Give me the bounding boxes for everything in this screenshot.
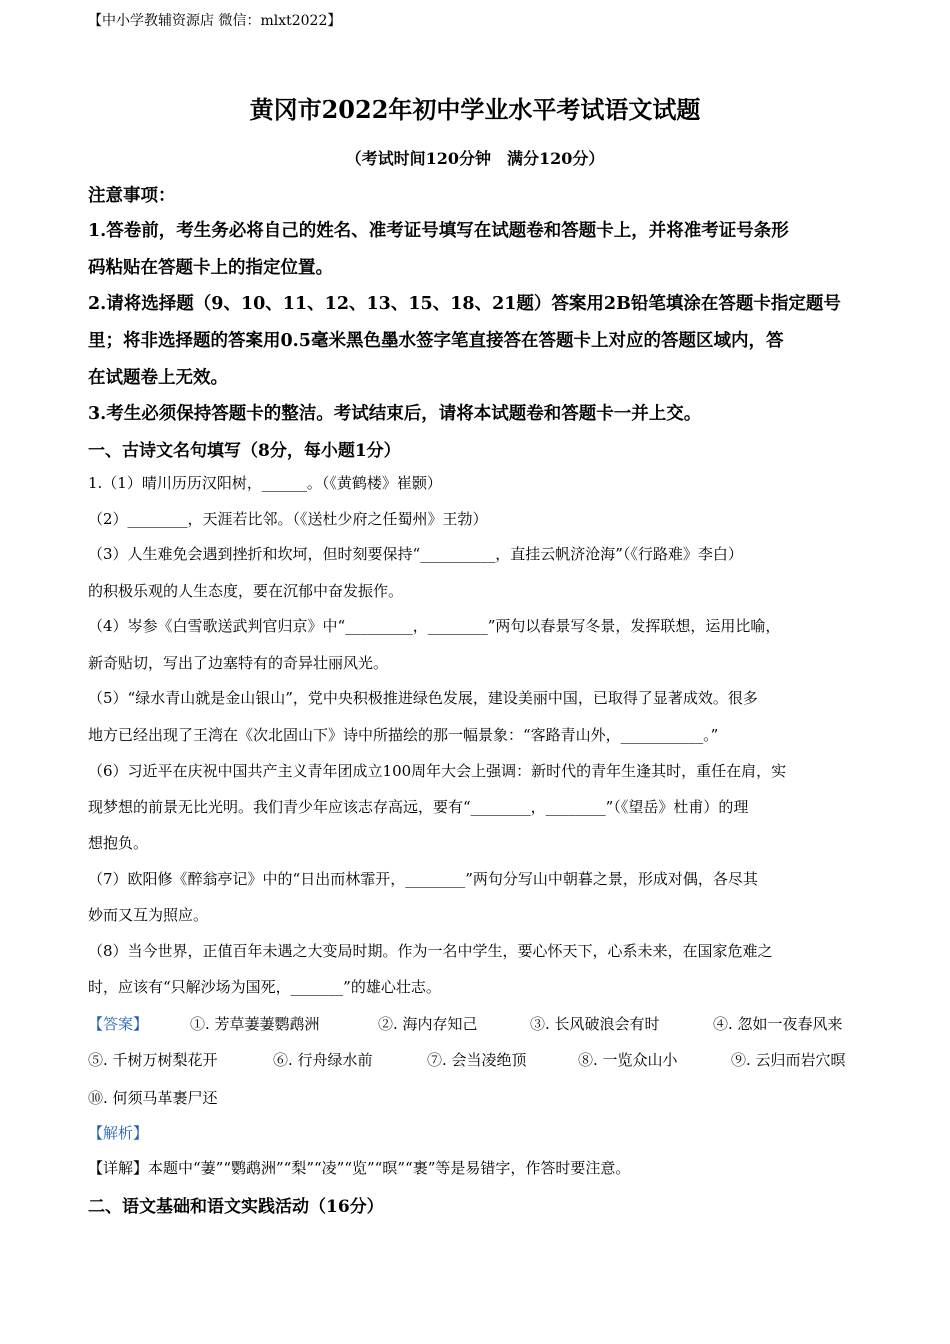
page-subtitle: （考试时间120分钟 满分120分） (345, 149, 605, 168)
answer-item: ⑥. 行舟绿水前 (273, 1051, 373, 1069)
answer-item: ⑩. 何须马革裹尸还 (88, 1089, 218, 1107)
question-line: 现梦想的前景无比光明。我们青少年应该志存高远，要有“________，________”（《望岳》杜甫）的理 (88, 798, 749, 816)
question-line: （5）“绿水青山就是金山银山”，党中央积极推进绿色发展，建设美丽中国，已取得了显著成效。很多 (88, 689, 758, 707)
answer-item: ①. 芳草萋萋鹦鹉洲 (190, 1015, 320, 1033)
answer-item: ②. 海内存知己 (378, 1015, 478, 1033)
detail-line: 【详解】本题中“萋”“鹦鹉洲”“梨”“凌”“览”“暝”“裹”等是易错字，作答时要注意。 (88, 1159, 631, 1177)
section-heading: 一、古诗文名句填写（8分，每小题1分） (88, 441, 401, 461)
page-header: 【中小学教辅资源店 微信：mlxt2022】 (88, 13, 342, 29)
notice-line: 码粘贴在答题卡上的指定位置。 (88, 258, 333, 278)
question-line: 想抱负。 (88, 834, 149, 852)
answer-item: ③. 长风破浪会有时 (530, 1015, 660, 1033)
question-line: （8）当今世界，正值百年未遇之大变局时期。作为一名中学生，要心怀天下，心系未来，在国家危难之 (88, 942, 773, 960)
question-line: （4）岑参《白雪歌送武判官归京》中“_________，________”两句以春景写冬景，发挥联想，运用比喻， (88, 617, 781, 635)
notice-line: 3.考生必须保持答题卡的整洁。考试结束后，请将本试题卷和答题卡一并上交。 (88, 404, 702, 424)
question-line: （6）习近平在庆祝中国共产主义青年团成立100周年大会上强调：新时代的青年生逢其时，重任在肩，实 (88, 762, 787, 780)
notice-heading: 注意事项： (88, 186, 176, 206)
notice-line: 在试题卷上无效。 (88, 368, 228, 388)
question-line: 1.（1）晴川历历汉阳树，______。（《黄鹤楼》崔颢） (88, 474, 442, 492)
question-line: 的积极乐观的人生态度，要在沉郁中奋发振作。 (88, 582, 404, 600)
notice-line: 2.请将选择题（9、10、11、12、13、15、18、21题）答案用2B铅笔填涂在答题卡指定题号 (88, 294, 841, 314)
answer-item: ⑧. 一览众山小 (578, 1051, 678, 1069)
question-line: 妙而又互为照应。 (88, 906, 209, 924)
question-line: （2）________，天涯若比邻。（《送杜少府之任蜀州》王勃） (88, 510, 488, 528)
answer-tag: 【答案】 (88, 1015, 149, 1033)
section-heading: 二、语文基础和语文实践活动（16分） (88, 1197, 384, 1217)
question-line: 时，应该有“只解沙场为国死，_______”的雄心壮志。 (88, 978, 441, 996)
page-title: 黄冈市2022年初中学业水平考试语文试题 (249, 95, 701, 124)
question-line: 新奇贴切，写出了边塞特有的奇异壮丽风光。 (88, 654, 389, 672)
analysis-tag: 【解析】 (88, 1124, 149, 1142)
answer-item: ④. 忽如一夜春风来 (713, 1015, 843, 1033)
answer-item: ⑨. 云归而岩穴暝 (731, 1051, 846, 1069)
question-line: （7）欧阳修《醉翁亭记》中的“日出而林霏开，________”两句分写山中朝暮之景，形成对偶，各尽其 (88, 870, 758, 888)
question-line: 地方已经出现了王湾在《次北固山下》诗中所描绘的那一幅景象：“客路青山外，___________。” (88, 726, 719, 744)
question-line: （3）人生难免会遇到挫折和坎坷，但时刻要保持“__________，直挂云帆济沧海”（《行路难》李白） (88, 545, 743, 563)
answer-item: ⑤. 千树万树梨花开 (88, 1051, 218, 1069)
answer-item: ⑦. 会当凌绝顶 (427, 1051, 527, 1069)
notice-line: 里；将非选择题的答案用0.5毫米黑色墨水签字笔直接答在答题卡上对应的答题区域内，答 (88, 331, 784, 351)
notice-line: 1.答卷前，考生务必将自己的姓名、准考证号填写在试题卷和答题卡上，并将准考证号条形 (88, 221, 789, 241)
